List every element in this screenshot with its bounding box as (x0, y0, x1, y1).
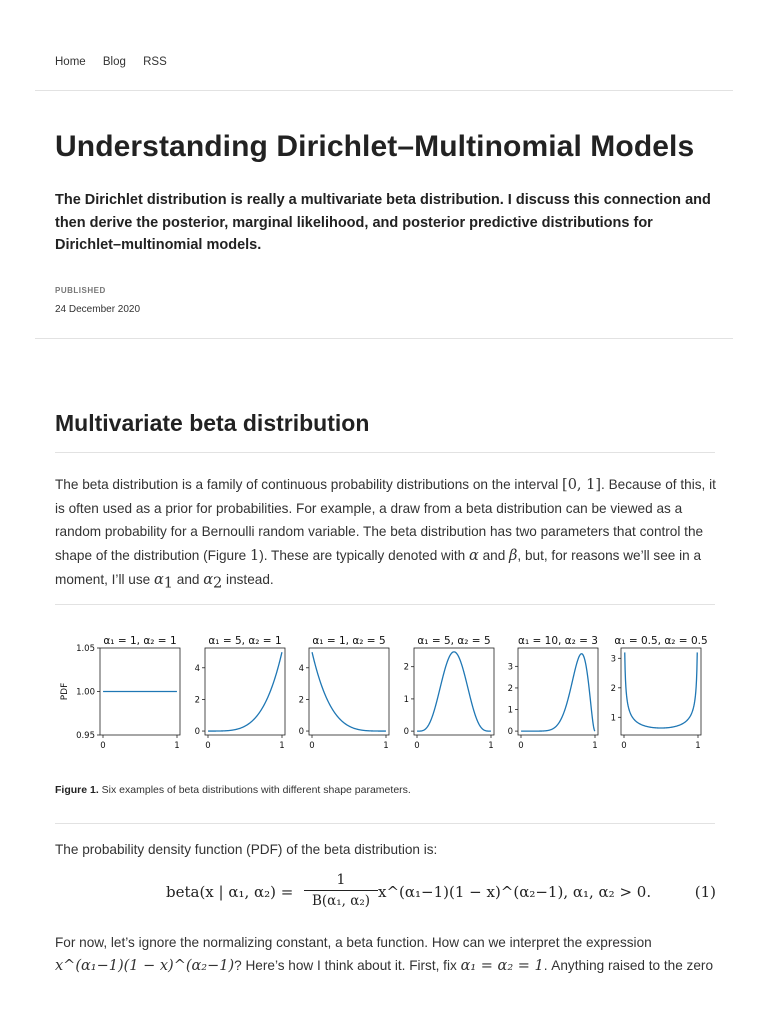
y-tick-label: 1 (403, 694, 409, 705)
y-tick-label: 2 (298, 695, 304, 706)
y-tick-label: 2 (507, 683, 513, 694)
y-tick-label: 0 (194, 727, 200, 738)
y-tick-label: 4 (194, 663, 200, 674)
section-divider (55, 452, 715, 453)
x-tick-label: 1 (383, 741, 389, 751)
nav-blog-link[interactable]: Blog (102, 56, 126, 68)
y-axis-label: PDF (60, 682, 70, 701)
x-tick-label: 0 (621, 741, 627, 751)
x-tick-label: 0 (100, 741, 106, 751)
paragraph-interpretation: For now, let’s ignore the normalizing constant, a beta function. How can we interpret the expression x^(α₁−1)(1 − x)^(α₂−1)? Here’s how I think about it. First, fix α₁ = α₂ = 1. Anything raised to the zero (55, 935, 713, 975)
paragraph-intro: The beta distribution is a family of continuous probability distributions on the interval [0, 1]. Because of this, it is often used as a prior for probabilities. For example, a draw from a beta distribution can be viewed as a random probability for a Bernoulli random variable. The beta distribution has two parameters that control the shape of the distribution (Figure 1). These are typically denoted with α and β, but, for reasons we’ll see in a moment, I’ll use $\alpha_1$ and $\alpha_2$ instead. (55, 477, 716, 592)
figure-caption: Figure 1. Six examples of beta distributions with different shape parameters. (55, 784, 411, 796)
figure-top-divider (55, 604, 715, 605)
pdf-curve (312, 652, 386, 731)
panel-title: α₁ = 10, α₂ = 3 (518, 635, 598, 647)
y-tick-label: 0 (403, 727, 409, 738)
panel-title: α₁ = 0.5, α₂ = 0.5 (614, 635, 708, 647)
y-tick-label: 3 (610, 654, 616, 665)
x-tick-label: 1 (488, 741, 494, 751)
paragraph-pdf-intro: The probability density function (PDF) of the beta distribution is: (55, 842, 438, 857)
panel-frame (518, 648, 598, 735)
nav-home-link[interactable]: Home (55, 56, 86, 68)
panel-title: α₁ = 1, α₂ = 1 (103, 635, 177, 647)
y-tick-label: 3 (507, 662, 513, 673)
y-tick-label: 0 (507, 727, 513, 738)
header-divider (35, 90, 733, 91)
panel-frame (414, 648, 494, 735)
figure-bottom-divider (55, 823, 715, 824)
y-tick-label: 1 (610, 713, 616, 724)
y-tick-label: 2 (610, 683, 616, 694)
x-tick-label: 0 (518, 741, 524, 751)
page-title: Understanding Dirichlet–Multinomial Models (55, 130, 695, 163)
equation-number: (1) (694, 883, 716, 901)
published-label: PUBLISHED (55, 286, 106, 295)
beta-pdf-equation (166, 870, 716, 920)
x-tick-label: 1 (695, 741, 701, 751)
equation-numerator: 1 (336, 872, 346, 888)
y-tick-label: 0.95 (76, 731, 95, 741)
title-divider (35, 338, 733, 339)
fraction-bar (304, 890, 378, 891)
post-subtitle: The Dirichlet distribution is really a multivariate beta distribution. I discuss this connection and then derive the posterior, marginal likelihood, and posterior predictive distributions for Dirichlet–multinomial models. (55, 192, 711, 253)
pdf-curve (625, 652, 698, 728)
y-tick-label: 2 (194, 695, 200, 706)
y-tick-label: 0 (298, 727, 304, 738)
x-tick-label: 0 (309, 741, 315, 751)
top-nav (55, 56, 181, 68)
y-tick-label: 4 (298, 663, 304, 674)
equation-denominator: B(α₁, α₂) (311, 893, 371, 909)
pdf-curve (417, 652, 491, 731)
x-tick-label: 0 (414, 741, 420, 751)
panel-frame (621, 648, 701, 735)
panel-title: α₁ = 5, α₂ = 1 (208, 635, 282, 647)
pdf-curve (521, 654, 595, 731)
equation-fraction (304, 872, 378, 909)
equation-rhs: x^(α₁−1)(1 − x)^(α₂−1), α₁, α₂ > 0. (378, 883, 652, 901)
y-tick-label: 1.05 (76, 644, 95, 654)
section-heading: Multivariate beta distribution (55, 410, 370, 436)
x-tick-label: 1 (279, 741, 285, 751)
published-date: 24 December 2020 (55, 304, 141, 315)
x-tick-label: 1 (592, 741, 598, 751)
nav-rss-link[interactable]: RSS (143, 56, 167, 68)
y-tick-label: 1.00 (76, 687, 95, 698)
x-tick-label: 0 (205, 741, 211, 751)
y-tick-label: 1 (507, 705, 513, 716)
equation-lhs: beta(x | α₁, α₂) = (166, 883, 294, 901)
panel-title: α₁ = 1, α₂ = 5 (312, 635, 386, 647)
panel-frame (205, 648, 285, 735)
x-tick-label: 1 (174, 741, 180, 751)
y-tick-label: 2 (403, 662, 409, 673)
pdf-curve (208, 652, 282, 731)
panel-frame (309, 648, 389, 735)
beta-distribution-figure (55, 628, 715, 758)
panel-title: α₁ = 5, α₂ = 5 (417, 635, 491, 647)
